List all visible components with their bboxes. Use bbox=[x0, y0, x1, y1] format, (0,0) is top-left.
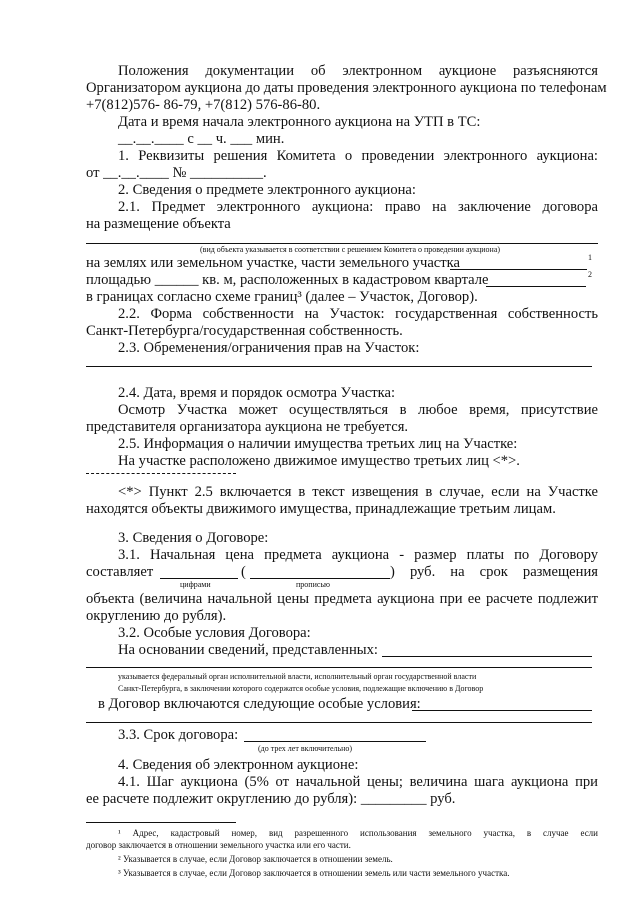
section-1-title: 1. Реквизиты решения Комитета о проведении электронного аукциона: bbox=[118, 148, 598, 164]
authority-line-2 bbox=[86, 667, 592, 668]
section-2-2-line-2: Санкт-Петербурга/государственная собственность. bbox=[86, 323, 403, 339]
section-2-5-title: 2.5. Информация о наличии имущества третьих лиц на Участке: bbox=[118, 436, 518, 452]
section-2-3-title: 2.3. Обременения/ограничения прав на Участок: bbox=[118, 340, 420, 356]
section-2-4-title: 2.4. Дата, время и порядок осмотра Участка: bbox=[118, 385, 396, 401]
footnote-mark-2: 2 bbox=[588, 270, 592, 279]
section-4-1-line-2: ее расчете подлежит округлению до рубля): _________ руб. bbox=[86, 791, 456, 807]
section-4-title: 4. Сведения об электронном аукционе: bbox=[118, 757, 359, 773]
price-words-line bbox=[250, 578, 390, 579]
authority-caption-2: Санкт-Петербурга, в заключении которого содержатся особые условия, подлежащие включению в Договор bbox=[118, 684, 484, 693]
note-line-2: находятся объекты движимого имущества, принадлежащие третьим лицам. bbox=[86, 501, 556, 517]
section-2-1-line-3: на землях или земельном участке, части земельного участка bbox=[86, 255, 460, 271]
section-2-1-line-2: на размещение объекта bbox=[86, 216, 231, 232]
intro-line-1: Положения документации об электронном аукционе разъясняются bbox=[118, 63, 598, 79]
caption-words: прописью bbox=[296, 580, 331, 589]
section-2-4-line-2: представителя организатора аукциона не требуется. bbox=[86, 419, 409, 435]
term-caption: (до трех лет включительно) bbox=[258, 744, 353, 753]
section-2-1-line-5: в границах согласно схеме границ³ (далее – Участок, Договор). bbox=[86, 289, 478, 305]
object-type-line bbox=[86, 243, 598, 244]
section-1-date: от __.__.____ № __________. bbox=[86, 165, 267, 181]
price-digits-line bbox=[160, 578, 238, 579]
section-3-1-line-3: объекта (величина начальной цены предмета аукциона при ее расчете подлежит bbox=[86, 591, 598, 607]
section-3-2-line-1: На основании сведений, представленных: bbox=[118, 642, 378, 658]
footnote-3: ³ Указывается в случае, если Договор заключается в отношении земель или части земельного участка. bbox=[118, 868, 510, 878]
section-2-2-line-1: 2.2. Форма собственности на Участок: государственная собственность bbox=[118, 306, 598, 322]
special-conditions-line-2 bbox=[86, 722, 592, 723]
section-3-1-line-2b: ) руб. на срок размещения bbox=[390, 564, 598, 580]
object-type-caption: (вид объекта указывается в соответствии с решением Комитета о проведении аукциона) bbox=[200, 245, 501, 254]
footnote-mark-1: 1 bbox=[588, 253, 592, 262]
section-3-title: 3. Сведения о Договоре: bbox=[118, 530, 269, 546]
authority-line-1 bbox=[382, 656, 592, 657]
section-2-4-line-1: Осмотр Участка может осуществляться в любое время, присутствие bbox=[118, 402, 598, 418]
cadastral-quarter-line bbox=[486, 286, 586, 287]
section-2-1-line-1: 2.1. Предмет электронного аукциона: право на заключение договора bbox=[118, 199, 598, 215]
caption-digits: цифрами bbox=[180, 580, 211, 589]
intro-phones: +7(812)576- 86-79, +7(812) 576-86-80. bbox=[86, 97, 321, 113]
footnote-1-line-1: ¹ Адрес, кадастровый номер, вид разрешенного использования земельного участка, в случае если bbox=[118, 828, 598, 838]
note-separator bbox=[86, 473, 236, 474]
auction-start-fill: __.__.____ с __ ч. ___ мин. bbox=[118, 131, 285, 147]
section-2-5-line-1: На участке расположено движимое имущество третьих лиц <*>. bbox=[118, 453, 520, 469]
authority-caption-1: указывается федеральный орган исполнительной власти, исполнительный орган государственной власти bbox=[118, 672, 477, 681]
section-3-1-line-1: 3.1. Начальная цена предмета аукциона - размер платы по Договору bbox=[118, 547, 598, 563]
note-line-1: <*> Пункт 2.5 включается в текст извещения в случае, если на Участке bbox=[118, 484, 598, 500]
intro-line-2: Организатором аукциона до даты проведения электронного аукциона по телефонам bbox=[86, 80, 607, 96]
open-paren: ( bbox=[241, 564, 246, 580]
section-2-title: 2. Сведения о предмете электронного аукциона: bbox=[118, 182, 416, 198]
section-3-3-title: 3.3. Срок договора: bbox=[118, 727, 239, 743]
section-3-1-line-2a: составляет bbox=[86, 564, 154, 580]
section-3-1-line-4: округлению до рубля). bbox=[86, 608, 227, 624]
section-3-2-title: 3.2. Особые условия Договора: bbox=[118, 625, 311, 641]
special-conditions-line-1 bbox=[412, 710, 592, 711]
section-3-2-line-2: в Договор включаются следующие особые условия: bbox=[98, 696, 421, 712]
land-plot-line bbox=[450, 269, 587, 270]
encumbrance-line bbox=[86, 366, 592, 367]
footnote-separator bbox=[86, 822, 236, 823]
auction-start-label: Дата и время начала электронного аукциона на УТП в ТС: bbox=[118, 114, 481, 130]
section-4-1-line-1: 4.1. Шаг аукциона (5% от начальной цены; величина шага аукциона при bbox=[118, 774, 598, 790]
footnote-2: ² Указывается в случае, если Договор заключается в отношении земель. bbox=[118, 854, 393, 864]
section-2-1-line-4: площадью ______ кв. м, расположенных в кадастровом квартале bbox=[86, 272, 489, 288]
term-line bbox=[244, 741, 426, 742]
footnote-1-line-2: договор заключается в отношении земельного участка или его части. bbox=[86, 840, 351, 850]
